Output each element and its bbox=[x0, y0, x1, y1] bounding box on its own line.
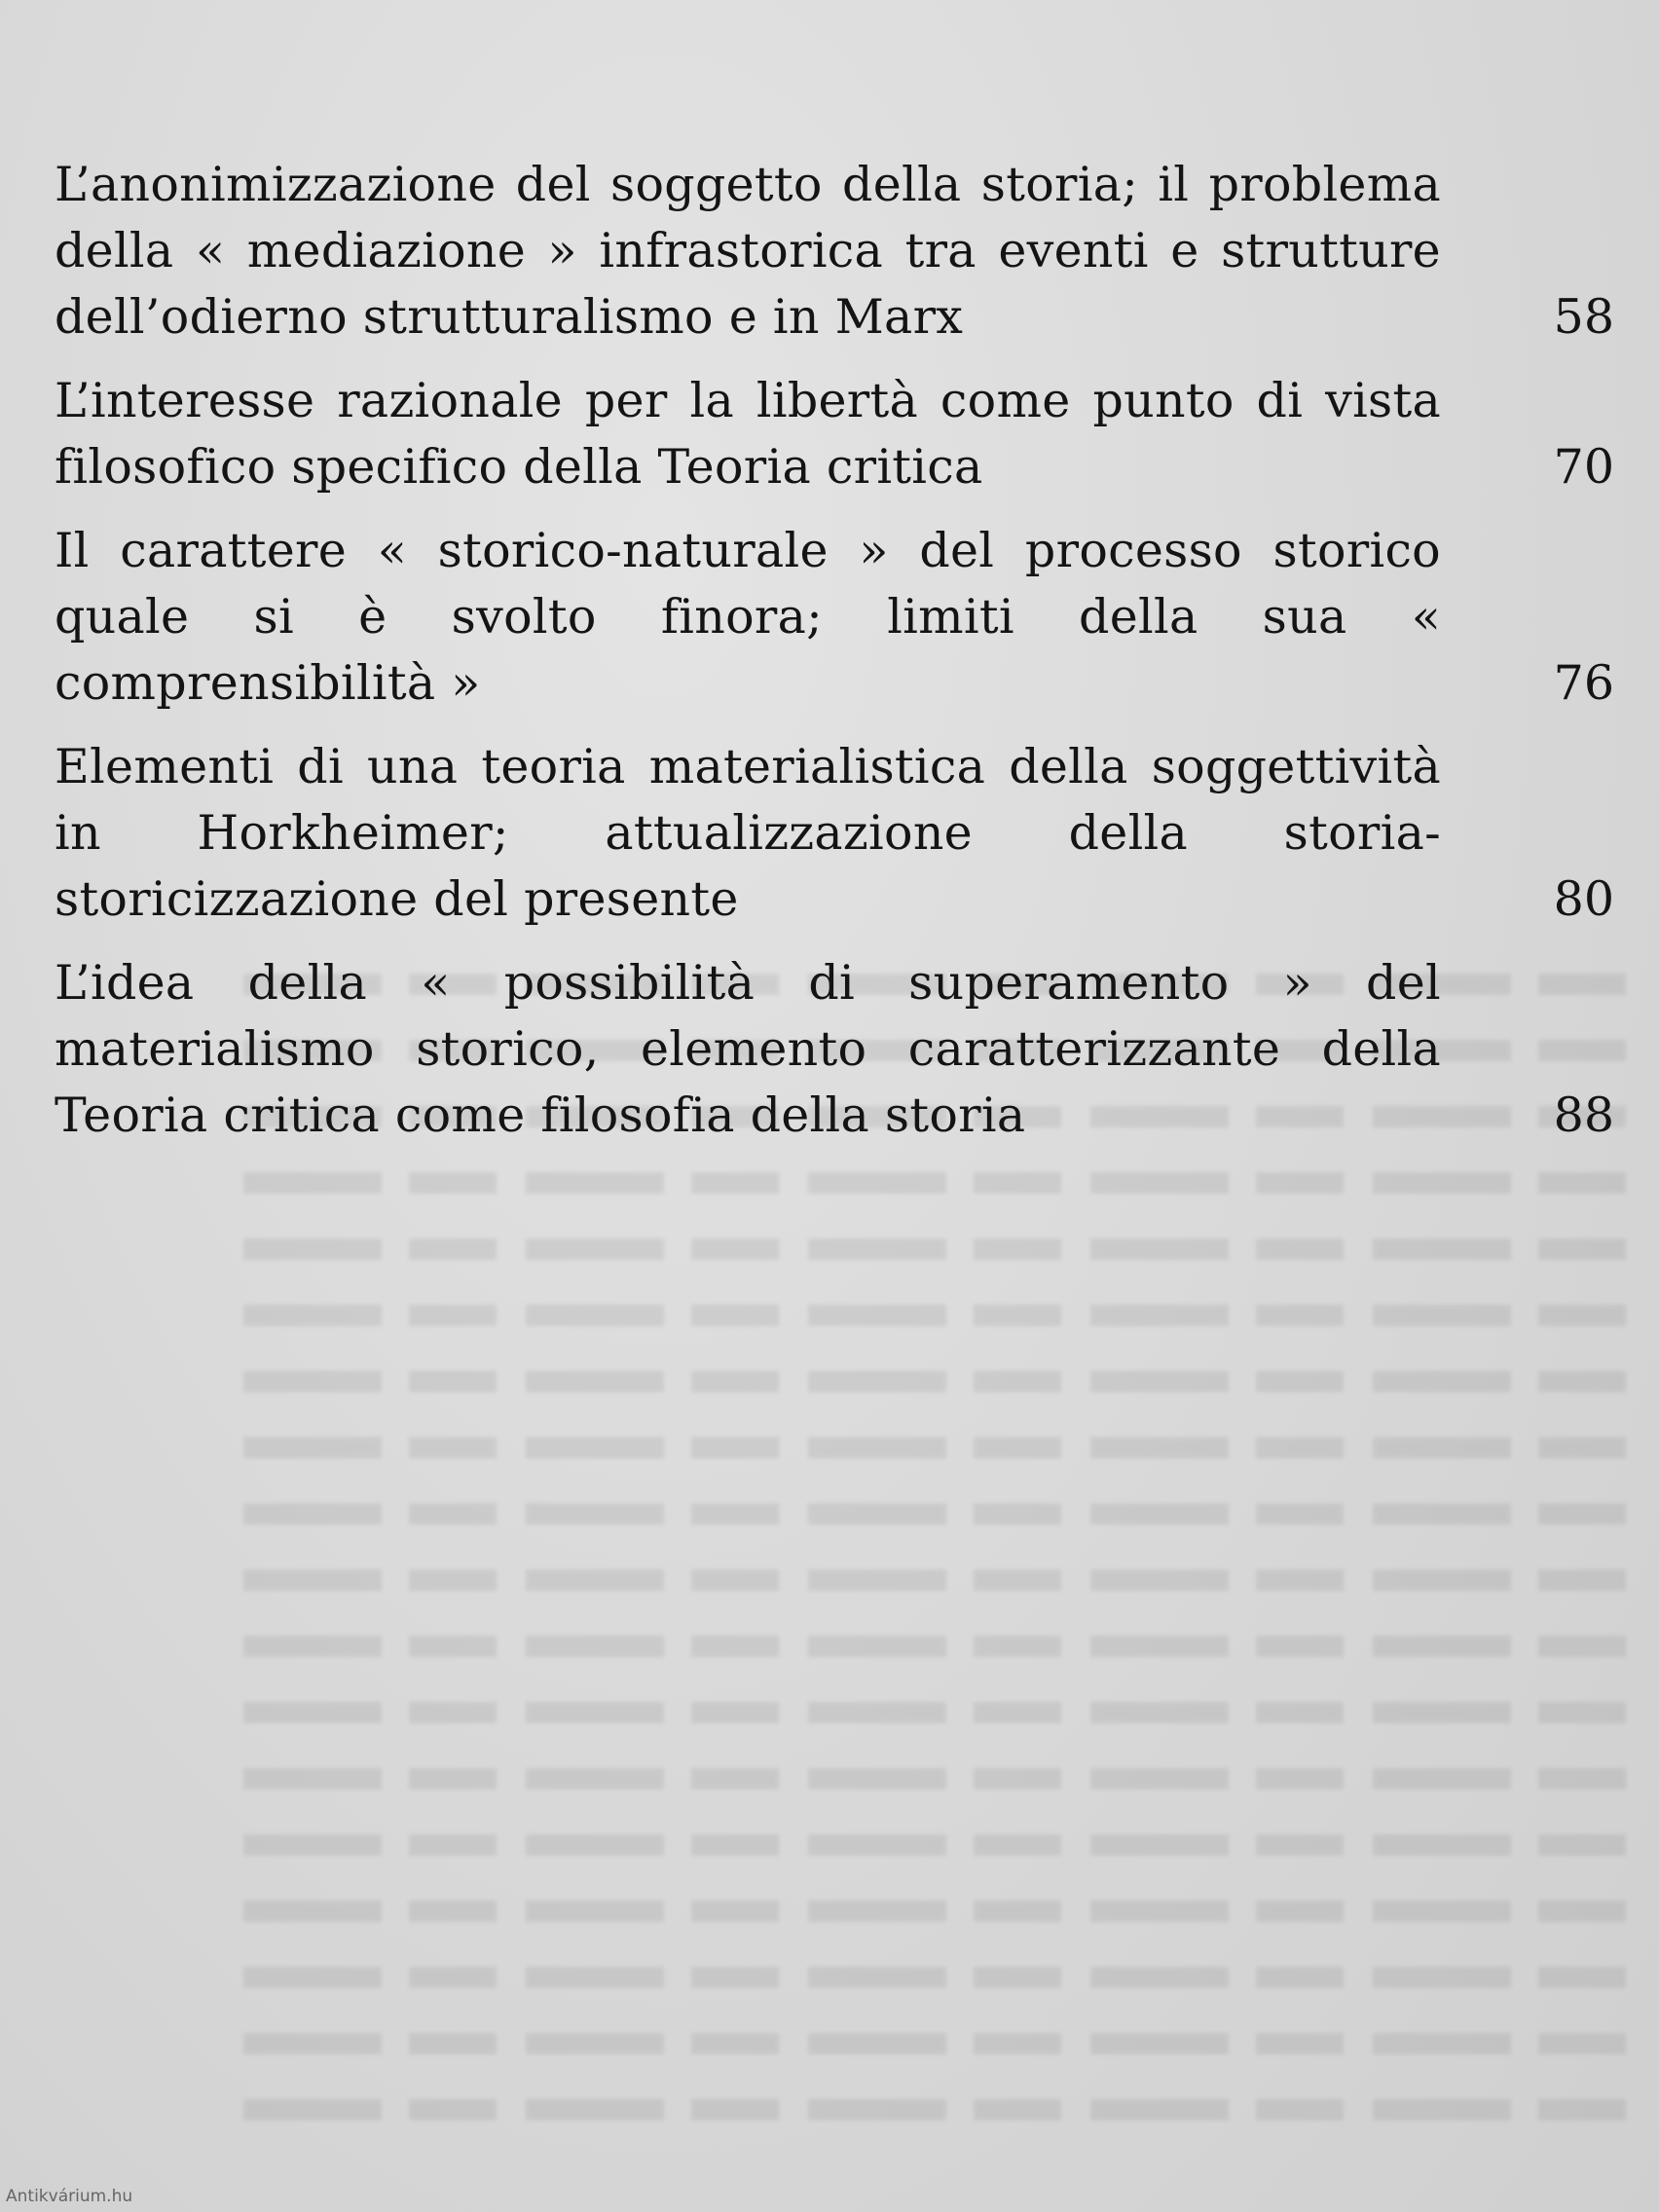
table-of-contents bbox=[55, 152, 1622, 1166]
toc-entry bbox=[55, 734, 1622, 933]
watermark: Antikvárium.hu bbox=[6, 2187, 133, 2206]
toc-entry-page-number: 70 bbox=[1553, 439, 1614, 495]
toc-entry-title: Elementi di una teoria materialistica della soggettività in Horkheimer; attualizzazione della storia-storicizzazione del presente bbox=[55, 739, 1441, 927]
toc-entry-title: L’idea della « possibilità di superamento » del materialismo storico, elemento caratterizzante della Teoria critica come filosofia della storia bbox=[55, 955, 1441, 1143]
toc-entry bbox=[55, 368, 1622, 500]
toc-entry-title: L’interesse razionale per la libertà come punto di vista filosofico specifico della Teoria critica bbox=[55, 373, 1441, 495]
toc-entry-title: L’anonimizzazione del soggetto della storia; il problema della « mediazione » infrastorica tra eventi e strutture dell’odierno strutturalismo e in Marx bbox=[55, 157, 1441, 345]
toc-entry-page-number: 80 bbox=[1553, 871, 1614, 927]
toc-entry-title: Il carattere « storico-naturale » del processo storico quale si è svolto finora; limiti della sua « comprensibilità » bbox=[55, 523, 1441, 711]
toc-entry-page-number: 88 bbox=[1553, 1088, 1614, 1143]
toc-entry-page-number: 76 bbox=[1553, 655, 1614, 711]
toc-entry-page-number: 58 bbox=[1553, 289, 1614, 345]
toc-entry bbox=[55, 152, 1622, 350]
toc-entry bbox=[55, 518, 1622, 717]
toc-entry bbox=[55, 950, 1622, 1149]
